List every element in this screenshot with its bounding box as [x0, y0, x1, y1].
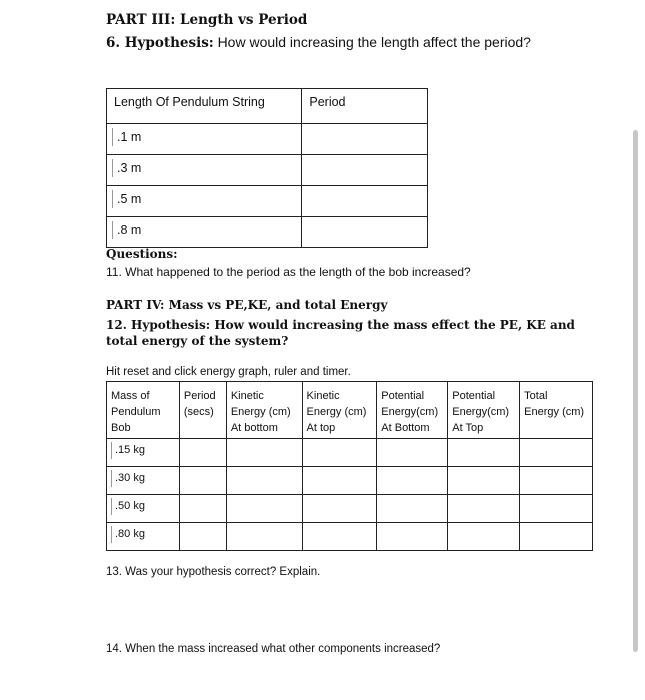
entry-cell[interactable] — [302, 439, 377, 467]
entry-cell[interactable] — [302, 495, 377, 523]
table-row — [107, 217, 428, 248]
entry-cell[interactable] — [179, 495, 226, 523]
header-period: Period — [302, 89, 428, 124]
table-row — [107, 439, 593, 467]
entry-cell[interactable] — [179, 439, 226, 467]
entry-cell[interactable] — [377, 523, 448, 551]
hypothesis-6 — [106, 34, 531, 51]
hypothesis-6-question: How would increasing the length affect the period? — [217, 34, 531, 50]
entry-cell[interactable] — [377, 467, 448, 495]
mass-cell: .80 kg — [107, 523, 180, 551]
table-row — [107, 495, 593, 523]
period-cell[interactable] — [302, 217, 428, 248]
entry-cell[interactable] — [302, 467, 377, 495]
vertical-scrollbar[interactable] — [633, 130, 638, 652]
header-pe-top: Potential Energy(cm) At Top — [448, 382, 520, 439]
entry-cell[interactable] — [520, 495, 593, 523]
entry-cell[interactable] — [448, 495, 520, 523]
entry-cell[interactable] — [520, 467, 593, 495]
entry-cell[interactable] — [226, 495, 302, 523]
header-length: Length Of Pendulum String — [107, 89, 302, 124]
header-ke-top: Kinetic Energy (cm) At top — [302, 382, 377, 439]
length-cell: .3 m — [107, 155, 302, 186]
mass-cell: .15 kg — [107, 439, 180, 467]
entry-cell[interactable] — [448, 523, 520, 551]
hypothesis-12: 12. Hypothesis: How would increasing the mass effect the PE, KE and total energy of the system? — [106, 318, 575, 348]
length-cell: .8 m — [107, 217, 302, 248]
instruction-text: Hit reset and click energy graph, ruler and timer. — [106, 366, 351, 378]
length-period-table — [106, 88, 428, 248]
part4-title: PART IV: Mass vs PE,KE, and total Energy — [106, 298, 388, 312]
entry-cell[interactable] — [302, 523, 377, 551]
question-14: 14. When the mass increased what other components increased? — [106, 643, 441, 655]
questions-heading: Questions: — [106, 247, 178, 261]
entry-cell[interactable] — [226, 467, 302, 495]
mass-cell: .30 kg — [107, 467, 180, 495]
length-cell: .5 m — [107, 186, 302, 217]
entry-cell[interactable] — [226, 439, 302, 467]
entry-cell[interactable] — [377, 495, 448, 523]
mass-energy-table — [106, 381, 593, 551]
hypothesis-6-label: 6. Hypothesis: — [106, 35, 214, 51]
period-cell[interactable] — [302, 124, 428, 155]
period-cell[interactable] — [302, 186, 428, 217]
table-row — [107, 186, 428, 217]
entry-cell[interactable] — [377, 439, 448, 467]
table-row — [107, 467, 593, 495]
header-mass: Mass of Pendulum Bob — [107, 382, 180, 439]
table-header-row — [107, 382, 593, 439]
entry-cell[interactable] — [520, 439, 593, 467]
entry-cell[interactable] — [226, 523, 302, 551]
question-11: 11. What happened to the period as the length of the bob increased? — [106, 265, 471, 279]
entry-cell[interactable] — [520, 523, 593, 551]
period-cell[interactable] — [302, 155, 428, 186]
entry-cell[interactable] — [179, 467, 226, 495]
table-row — [107, 155, 428, 186]
header-ke-bottom: Kinetic Energy (cm) At bottom — [226, 382, 302, 439]
table-row — [107, 523, 593, 551]
length-cell: .1 m — [107, 124, 302, 155]
header-total: Total Energy (cm) — [520, 382, 593, 439]
table-row — [107, 124, 428, 155]
part3-title: PART III: Length vs Period — [106, 12, 308, 28]
entry-cell[interactable] — [448, 439, 520, 467]
entry-cell[interactable] — [179, 523, 226, 551]
header-period: Period (secs) — [179, 382, 226, 439]
entry-cell[interactable] — [448, 467, 520, 495]
header-pe-bottom: Potential Energy(cm) At Bottom — [377, 382, 448, 439]
mass-cell: .50 kg — [107, 495, 180, 523]
question-13: 13. Was your hypothesis correct? Explain. — [106, 566, 321, 578]
table-header-row — [107, 89, 428, 124]
